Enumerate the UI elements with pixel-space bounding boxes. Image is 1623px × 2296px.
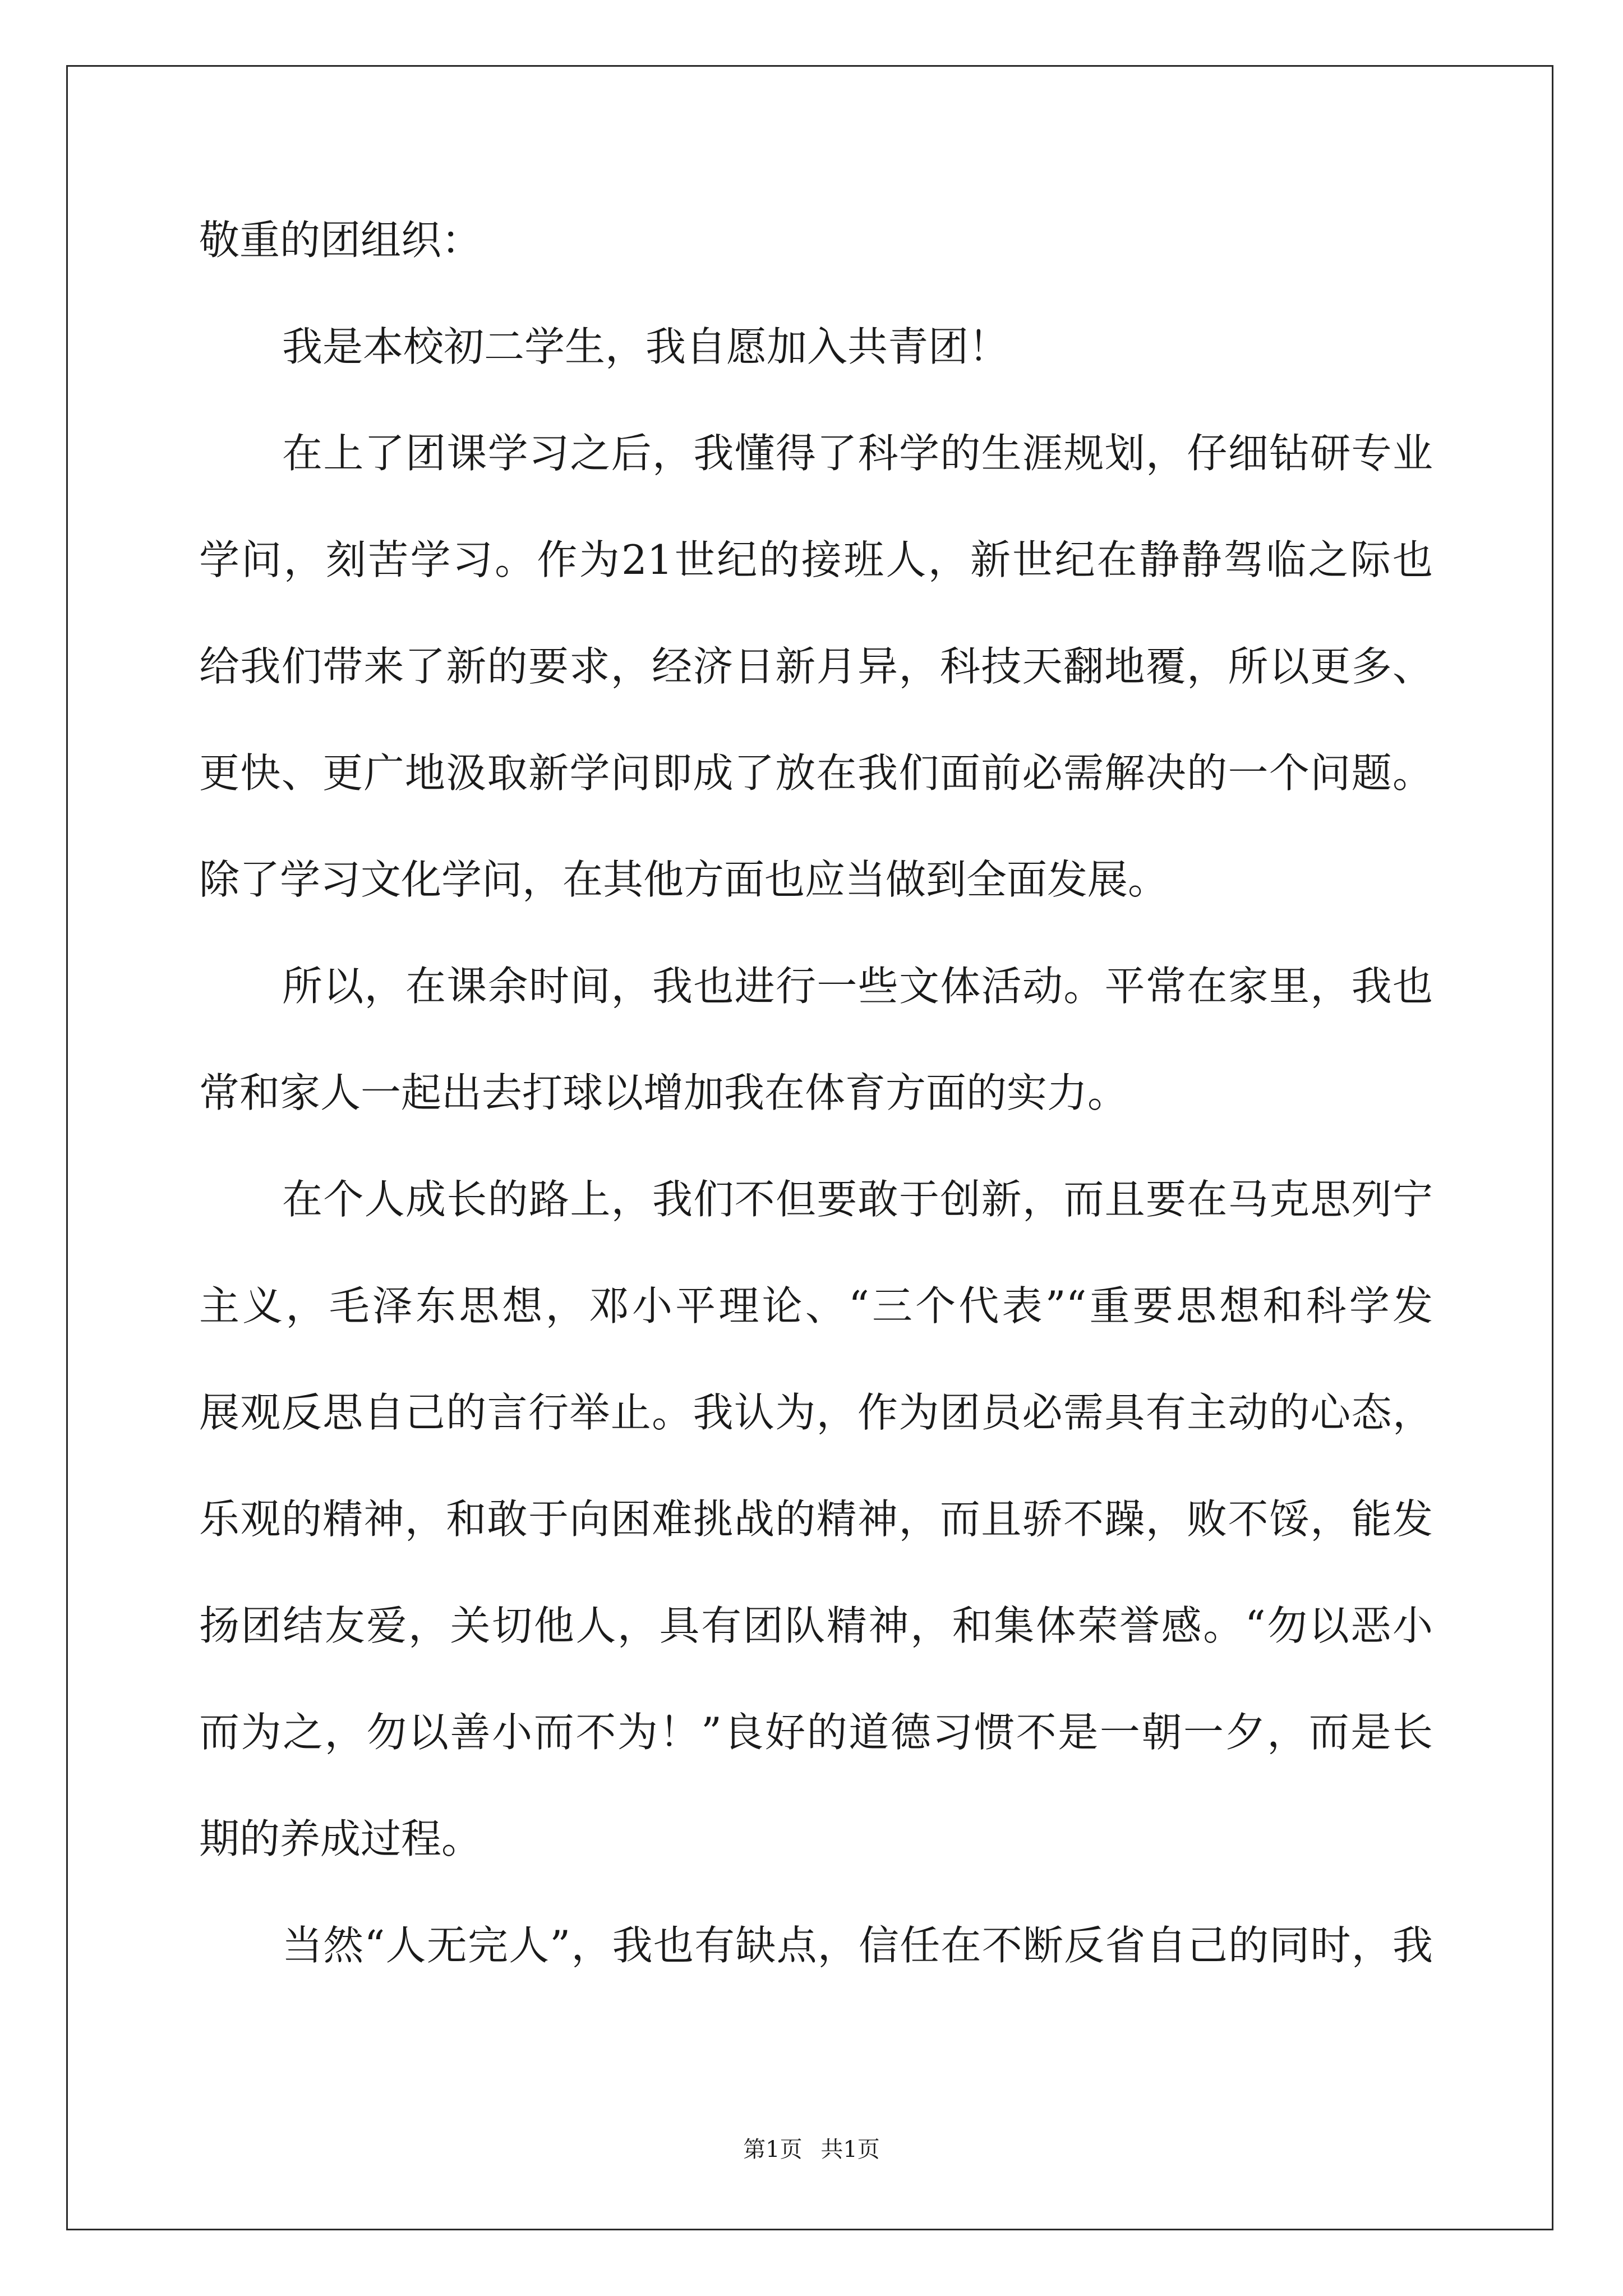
paragraph-line: 期的养成过程。 — [199, 1815, 482, 1862]
page-total: 共1页 — [820, 2137, 880, 2162]
paragraph-line: 而为之，勿以善小而不为！”良好的道德习惯不是一朝一夕，而是长 — [199, 1709, 1433, 1756]
paragraph-line: 更快、更广地汲取新学问即成了放在我们面前必需解决的一个问题。 — [199, 749, 1433, 797]
paragraph-line: 所以，在课余时间，我也进行一些文体活动。平常在家里，我也 — [282, 963, 1433, 1010]
paragraph-line: 在个人成长的路上，我们不但要敢于创新，而且要在马克思列宁 — [282, 1176, 1433, 1223]
paragraph-line: 除了学习文化学问，在其他方面也应当做到全面发展。 — [199, 856, 1169, 903]
paragraph-line: 主义，毛泽东思想，邓小平理论、“三个代表”“重要思想和科学发 — [199, 1282, 1433, 1329]
paragraph-line: 在上了团课学习之后，我懂得了科学的生涯规划，仔细钻研专业 — [282, 430, 1433, 477]
page-footer — [0, 2132, 1623, 2164]
paragraph-line: 展观反思自己的言行举止。我认为，作为团员必需具有主动的心态， — [199, 1389, 1433, 1436]
paragraph-line: 当然“人无完人”，我也有缺点，信任在不断反省自己的同时，我 — [282, 1922, 1433, 1969]
paragraph-line: 我是本校初二学生，我自愿加入共青团！ — [282, 323, 1009, 370]
paragraph-line: 扬团结友爱，关切他人，具有团队精神，和集体荣誉感。“勿以恶小 — [199, 1602, 1433, 1649]
page-border — [66, 65, 1553, 2230]
paragraph-line: 学问，刻苦学习。作为21世纪的接班人，新世纪在静静驾临之际也 — [199, 536, 1433, 583]
paragraph-line: 给我们带来了新的要求，经济日新月异，科技天翻地覆，所以更多、 — [199, 643, 1433, 690]
paragraph-line: 乐观的精神，和敢于向困难挑战的精神，而且骄不躁，败不馁，能发 — [199, 1496, 1433, 1543]
page-number: 第1页 — [743, 2137, 803, 2162]
paragraph-line: 常和家人一起出去打球以增加我在体育方面的实力。 — [199, 1069, 1128, 1116]
salutation: 敬重的团组织： — [199, 217, 482, 264]
